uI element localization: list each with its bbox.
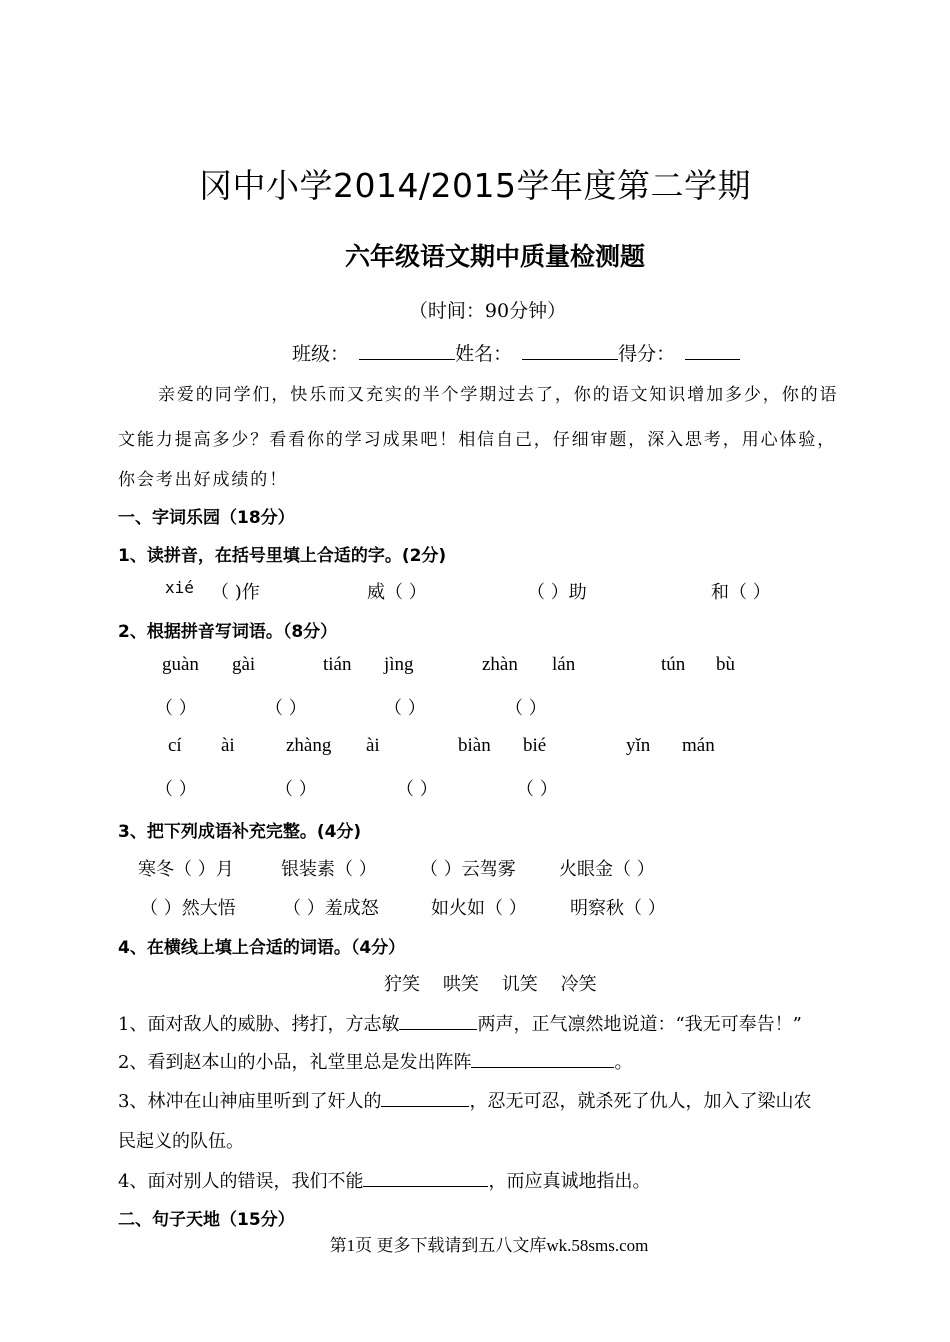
idiom-item[interactable]: 如火如（ ）: [431, 898, 527, 919]
pinyin-syllable: zhàn: [482, 654, 518, 675]
name-label: 姓名：: [455, 343, 513, 365]
answer-paren[interactable]: （ ）: [505, 698, 547, 719]
name-blank[interactable]: [522, 341, 618, 360]
idiom-item[interactable]: 明察秋（ ）: [570, 898, 666, 919]
sentence-2: 2、看到赵本山的小品，礼堂里总是发出阵阵 。: [118, 1048, 632, 1074]
question-title: 4、在横线上填上合适的词语。（4分）: [118, 938, 406, 958]
pinyin-syllable: jìng: [384, 654, 414, 675]
section-heading: 二、句子天地（15分）: [118, 1210, 295, 1230]
pinyin-syllable: yǐn: [626, 735, 651, 756]
answer-paren[interactable]: （ ）: [265, 698, 307, 719]
answer-paren[interactable]: （ ）: [155, 779, 197, 800]
sentence-4: 4、面对别人的错误，我们不能 ，而应真诚地指出。: [118, 1167, 650, 1193]
fill-item[interactable]: 和（ ）: [711, 582, 771, 603]
intro-line: 你会考出好成绩的！: [118, 470, 289, 490]
intro-line: 文能力提高多少？看看你的学习成果吧！相信自己，仔细审题，深入思考，用心体验，: [118, 430, 837, 450]
time-limit: （时间：90分钟）: [408, 300, 567, 322]
section-heading: 一、字词乐园（18分）: [118, 508, 295, 528]
idiom-item[interactable]: 寒冬（ ）月: [138, 859, 234, 880]
class-label: 班级：: [292, 343, 350, 365]
pinyin-syllable: ài: [221, 735, 235, 756]
fill-item[interactable]: （ )作: [211, 582, 260, 603]
answer-paren[interactable]: （ ）: [516, 779, 558, 800]
pinyin-syllable: lán: [552, 654, 576, 675]
pinyin-syllable: guàn: [162, 654, 199, 675]
pinyin-syllable: tún: [661, 654, 686, 675]
fill-item[interactable]: 威（ ）: [367, 582, 427, 603]
pinyin-syllable: biàn: [458, 735, 491, 756]
answer-paren[interactable]: （ ）: [396, 779, 438, 800]
idiom-item[interactable]: （ ）云驾雾: [420, 859, 516, 880]
answer-blank[interactable]: [363, 1168, 488, 1187]
student-info-line: [292, 339, 740, 366]
answer-paren[interactable]: （ ）: [155, 698, 197, 719]
sentence-1: 1、面对敌人的威胁、拷打，方志敏 两声，正气凛然地说道：“我无可奉告！”: [118, 1010, 802, 1036]
answer-blank[interactable]: [399, 1011, 477, 1030]
answer-blank[interactable]: [381, 1088, 469, 1107]
pinyin-syllable: bié: [523, 735, 547, 756]
question-title: 2、根据拼音写词语。（8分）: [118, 622, 338, 642]
idiom-item[interactable]: （ ）羞成怒: [283, 898, 379, 919]
sentence-3: 3、林冲在山神庙里听到了奸人的 ，忍无可忍，就杀死了仇人，加入了梁山农: [118, 1087, 811, 1113]
idiom-item[interactable]: 银装素（ ）: [281, 859, 377, 880]
pinyin-syllable: zhàng: [286, 735, 332, 756]
class-blank[interactable]: [359, 341, 455, 360]
pinyin-syllable: tián: [323, 654, 352, 675]
page-footer: 第1页 更多下载请到五八文库wk.58sms.com: [329, 1236, 649, 1255]
pinyin-syllable: cí: [168, 735, 182, 756]
sentence-3-continued: 民起义的队伍。: [118, 1131, 244, 1152]
question-title: 3、把下列成语补充完整。(4分): [118, 822, 362, 842]
document-subtitle: 六年级语文期中质量检测题: [344, 242, 645, 271]
answer-blank[interactable]: [471, 1049, 614, 1068]
pinyin-syllable: bù: [716, 654, 735, 675]
answer-paren[interactable]: （ ）: [275, 779, 317, 800]
score-blank[interactable]: [685, 341, 740, 360]
pinyin-xie: xié: [165, 578, 194, 597]
intro-line: 亲爱的同学们，快乐而又充实的半个学期过去了，你的语文知识增加多少，你的语: [158, 385, 839, 405]
pinyin-syllable: ài: [366, 735, 380, 756]
pinyin-syllable: mán: [682, 735, 715, 756]
score-label: 得分：: [618, 343, 676, 365]
idiom-item[interactable]: 火眼金（ ）: [559, 859, 655, 880]
answer-paren[interactable]: （ ）: [384, 698, 426, 719]
pinyin-syllable: gài: [232, 654, 256, 675]
document-title: 冈中小学2014/2015学年度第二学期: [198, 166, 752, 205]
question-title: 1、读拼音，在括号里填上合适的字。(2分): [118, 546, 447, 566]
idiom-item[interactable]: （ ）然大悟: [140, 898, 236, 919]
fill-item[interactable]: （ ）助: [527, 582, 587, 603]
word-bank: 狞笑 哄笑 讥笑 冷笑: [384, 974, 597, 995]
